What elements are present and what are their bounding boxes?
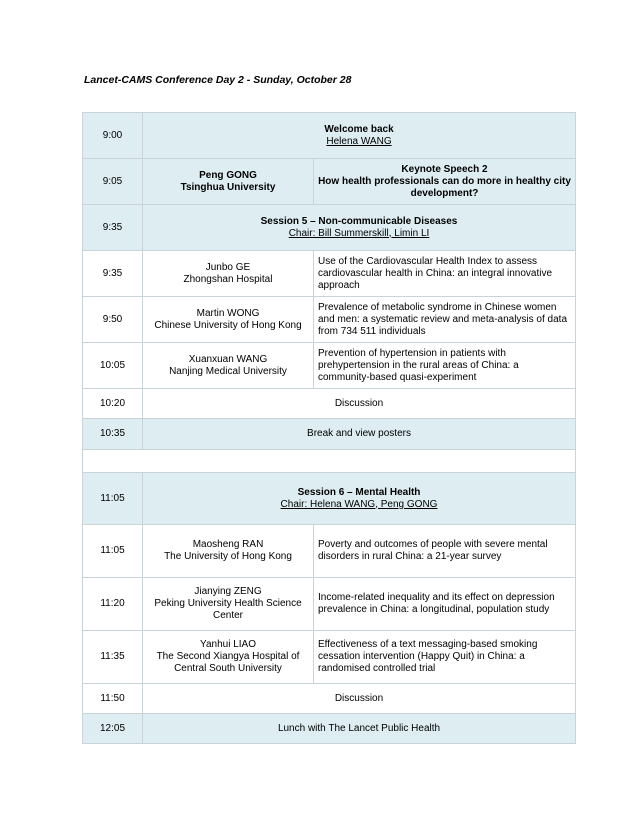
row-time: 9:50 — [83, 297, 143, 343]
row-speaker-cell — [143, 343, 314, 389]
schedule-row-discussion — [83, 684, 576, 714]
schedule-row-welcome — [83, 113, 576, 159]
session-title: Session 6 – Mental Health — [297, 486, 421, 498]
schedule-row-session-6 — [83, 473, 576, 525]
schedule-row-talk — [83, 251, 576, 297]
row-title: Break and view posters — [143, 419, 576, 450]
speaker-affiliation: Tsinghua University — [180, 181, 276, 193]
row-speaker-cell — [143, 631, 314, 684]
schedule-row-lunch — [83, 714, 576, 744]
page-title: Lancet-CAMS Conference Day 2 - Sunday, October 28 — [84, 74, 352, 86]
row-time: 9:05 — [83, 159, 143, 205]
speaker-name: Jianying ZENG — [194, 586, 262, 597]
session-chair: Chair: Helena WANG, Peng GONG — [280, 498, 438, 510]
row-time: 12:05 — [83, 714, 143, 744]
row-time: 10:20 — [83, 389, 143, 419]
row-time: 10:05 — [83, 343, 143, 389]
spacer-cell — [83, 450, 576, 473]
schedule-row-session-5 — [83, 205, 576, 251]
speaker-name: Junbo GE — [205, 261, 251, 273]
row-speaker-cell — [143, 525, 314, 578]
row-time: 9:00 — [83, 113, 143, 159]
row-talk-title — [314, 159, 576, 205]
speaker-affiliation: The Second Xiangya Hospital of Central South University — [156, 651, 300, 674]
row-title: Discussion — [143, 684, 576, 714]
row-time: 11:35 — [83, 631, 143, 684]
speaker-affiliation: Peking University Health Science Center — [154, 598, 302, 621]
speaker-name: Yanhui LIAO — [200, 639, 256, 650]
session-title: Session 5 – Non-communicable Diseases — [260, 215, 458, 227]
talk-title-line1: Keynote Speech 2 — [401, 163, 488, 175]
schedule-row-talk — [83, 525, 576, 578]
schedule-row-talk — [83, 631, 576, 684]
speaker-affiliation: The University of Hong Kong — [164, 551, 292, 562]
talk-title: Prevalence of metabolic syndrome in Chinese women and men: a systematic review and meta-analysis of data from 734 511 individuals — [314, 297, 576, 343]
row-content — [143, 473, 576, 525]
row-time: 11:50 — [83, 684, 143, 714]
schedule-row-talk — [83, 343, 576, 389]
row-subtitle: Helena WANG — [326, 135, 392, 147]
row-speaker-cell — [143, 297, 314, 343]
talk-title: Prevention of hypertension in patients with prehypertension in the rural areas of China: a community-based quasi-experiment — [314, 343, 576, 389]
row-content — [143, 205, 576, 251]
row-time: 11:20 — [83, 578, 143, 631]
talk-title: Income-related inequality and its effect on depression prevalence in China: a longitudinal, population study — [314, 578, 576, 631]
row-time: 9:35 — [83, 205, 143, 251]
talk-title: Use of the Cardiovascular Health Index to assess cardiovascular health in China: an integral innovative approach — [314, 251, 576, 297]
speaker-name: Peng GONG — [199, 169, 257, 181]
schedule-spacer-row — [83, 450, 576, 473]
row-speaker-cell — [143, 159, 314, 205]
row-speaker-cell — [143, 251, 314, 297]
speaker-name: Maosheng RAN — [192, 539, 264, 550]
row-time: 10:35 — [83, 419, 143, 450]
speaker-name: Martin WONG — [196, 307, 260, 319]
schedule-row-talk — [83, 578, 576, 631]
talk-title: Effectiveness of a text messaging-based smoking cessation intervention (Happy Quit) in China: a randomised controlled trial — [314, 631, 576, 684]
schedule-row-talk — [83, 297, 576, 343]
row-title: Lunch with The Lancet Public Health — [143, 714, 576, 744]
speaker-affiliation: Nanjing Medical University — [169, 365, 287, 377]
speaker-affiliation: Chinese University of Hong Kong — [154, 319, 302, 331]
row-speaker-cell — [143, 578, 314, 631]
speaker-affiliation: Zhongshan Hospital — [183, 273, 273, 285]
row-time: 11:05 — [83, 525, 143, 578]
row-time: 9:35 — [83, 251, 143, 297]
row-content — [143, 113, 576, 159]
row-time: 11:05 — [83, 473, 143, 525]
talk-title: Poverty and outcomes of people with severe mental disorders in rural China: a 21-year survey — [314, 525, 576, 578]
schedule-row-discussion — [83, 389, 576, 419]
schedule-row-keynote — [83, 159, 576, 205]
session-chair: Chair: Bill Summerskill, Limin LI — [288, 227, 430, 239]
speaker-name: Xuanxuan WANG — [188, 353, 268, 365]
schedule-row-break — [83, 419, 576, 450]
row-title: Discussion — [143, 389, 576, 419]
talk-title-line2: How health professionals can do more in healthy city development? — [318, 175, 571, 199]
schedule-table — [82, 112, 576, 744]
row-title: Welcome back — [324, 123, 394, 135]
